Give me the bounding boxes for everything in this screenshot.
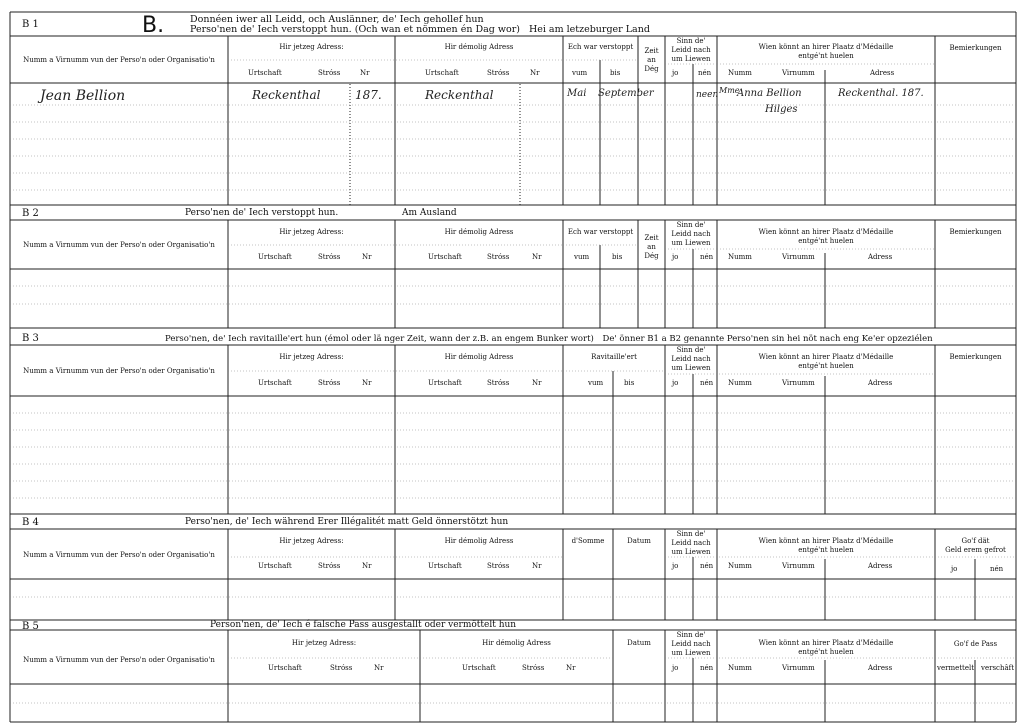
medal-2: entgé'nt huelen — [798, 52, 854, 60]
b4-amount-header: d'Somme — [571, 537, 605, 545]
b5-medal-1: Wien könnt an hirer Plaatz d'Médaille — [758, 639, 894, 647]
form-title-line2 — [190, 24, 650, 35]
b2-zeit-3: Dég — [644, 252, 659, 260]
b2-medal-1: Wien könnt an hirer Plaatz d'Médaille — [758, 228, 894, 236]
b2-alive-3: um Liewen — [671, 239, 711, 247]
medal-1: Wien könnt an hirer Plaatz d'Médaille — [758, 43, 894, 51]
b4-alive-header — [665, 530, 717, 557]
b4-medal-numm: Numm — [728, 562, 752, 570]
current-nr: Nr — [360, 69, 370, 77]
entry-current-town: Reckenthal — [252, 88, 321, 102]
b5-alive-header — [665, 631, 717, 658]
b3-former-addr-header: Hir démolig Adress — [444, 353, 514, 361]
b4-alive-3: um Liewen — [671, 548, 711, 556]
zeit-2: an — [647, 56, 656, 64]
section-b3-note: (émol oder lä nger Zeit, wann der z.B. an engem Bunker wort) — [324, 334, 594, 344]
b3-medal-1: Wien könnt an hirer Plaatz d'Médaille — [758, 353, 894, 361]
b5-medal-virnumm: Virnumm — [782, 664, 815, 672]
form-title-line2-place: Hei am letzeburger Land — [528, 24, 650, 35]
b2-medal-header — [717, 228, 935, 246]
b2-medal-2: entgé'nt huelen — [798, 237, 854, 245]
b4-former-stross: Stróss — [487, 562, 510, 570]
section-b4-title: Perso'nen, de' Iech während Erer Illégalitét matt Geld önnerstötzt hun — [185, 517, 509, 527]
b4-current-nr: Nr — [362, 562, 372, 570]
b2-hid-header: Ech war verstoppt — [567, 228, 634, 236]
section-b3-label: B 3 — [22, 333, 39, 344]
b3-name-col-header: Numm a Virnumm vun der Perso'n oder Organisatio'n — [23, 367, 215, 375]
b3-medal-adress: Adress — [868, 379, 893, 387]
b5-pass-arranged: vermettelt — [937, 664, 975, 672]
b4-name-col-header: Numm a Virnumm vun der Perso'n oder Organisatio'n — [23, 551, 215, 559]
b5-alive-2: Leidd nach — [671, 640, 711, 648]
section-b4-label: B 4 — [22, 517, 39, 528]
section-b5-label: B 5 — [22, 621, 39, 632]
b4-former-addr-header: Hir démolig Adress — [444, 537, 514, 545]
section-b5-title: Person'nen, de' Iech é falsche Pass ausgestallt oder vermöttelt hun — [210, 620, 517, 630]
section-b1-label: B 1 — [22, 19, 39, 30]
b2-current-stross: Stróss — [318, 253, 341, 261]
current-stross: Stróss — [318, 69, 341, 77]
form-title-line2-main: Perso'nen de' Iech verstoppt hun. — [190, 24, 352, 35]
b5-medal-adress: Adress — [868, 664, 893, 672]
b2-zeit-header — [638, 234, 665, 261]
b5-alive-yes: jo — [672, 664, 679, 672]
b4-medal-virnumm: Virnumm — [782, 562, 815, 570]
b3-former-urtschaft: Urtschaft — [428, 379, 462, 387]
former-urtschaft: Urtschaft — [425, 69, 459, 77]
b3-medal-header — [717, 353, 935, 371]
b5-medal-2: entgé'nt huelen — [798, 648, 854, 656]
b5-former-urtschaft: Urtschaft — [462, 664, 496, 672]
b3-rav-to: bis — [624, 379, 635, 387]
b3-medal-numm: Numm — [728, 379, 752, 387]
b4-repaid-2: Geld erem gefrot — [945, 546, 1006, 554]
b3-alive-yes: jo — [672, 379, 679, 387]
b5-name-col-header: Numm a Virnumm vun der Perso'n oder Organisatio'n — [23, 656, 215, 664]
b4-repaid-header — [935, 537, 1016, 555]
entry-name: Jean Bellion — [40, 88, 126, 104]
b3-rav-from: vum — [588, 379, 604, 387]
b2-current-urtschaft: Urtschaft — [258, 253, 292, 261]
entry-former-town: Reckenthal — [425, 88, 494, 102]
b4-current-addr-header: Hir jetzeg Adress: — [279, 537, 344, 545]
b2-zeit-2: an — [647, 243, 656, 251]
b5-former-nr: Nr — [566, 664, 576, 672]
b2-zeit-1: Zeit — [644, 234, 659, 242]
b2-medal-virnumm: Virnumm — [782, 253, 815, 261]
b5-alive-no: nén — [700, 664, 714, 672]
section-b3-title-row — [165, 334, 933, 344]
form-letter: B. — [142, 13, 165, 38]
b5-alive-3: um Liewen — [671, 649, 711, 657]
b3-remarks-header: Bemierkungen — [949, 353, 1002, 361]
b4-current-urtschaft: Urtschaft — [258, 562, 292, 570]
b4-alive-2: Leidd nach — [671, 539, 711, 547]
b5-date-header: Datum — [627, 639, 651, 647]
alive-3: um Liewen — [671, 55, 711, 63]
b4-repaid-yes: jo — [951, 565, 958, 573]
zeit-3: Dég — [644, 65, 659, 73]
alive-no: nén — [698, 69, 712, 77]
b3-former-stross: Stróss — [487, 379, 510, 387]
b4-alive-1: Sinn de' — [676, 530, 706, 538]
b3-rav-header: Ravitaille'ert — [591, 353, 637, 361]
b5-current-addr-header: Hir jetzeg Adress: — [291, 639, 357, 647]
b3-current-nr: Nr — [362, 379, 372, 387]
b2-former-urtschaft: Urtschaft — [428, 253, 462, 261]
section-b2-label: B 2 — [22, 208, 39, 219]
medal-numm: Numm — [728, 69, 752, 77]
b2-alive-2: Leidd nach — [671, 230, 711, 238]
b2-name-col-header: Numm a Virnumm vun der Perso'n oder Organisatio'n — [23, 241, 215, 249]
b3-alive-no: nén — [700, 379, 714, 387]
b4-medal-adress: Adress — [868, 562, 893, 570]
b2-alive-header — [665, 221, 717, 248]
b2-remarks-header: Bemierkungen — [949, 228, 1002, 236]
b5-former-stross: Stróss — [522, 664, 545, 672]
b4-former-urtschaft: Urtschaft — [428, 562, 462, 570]
section-b2-place: Am Ausland — [402, 208, 457, 218]
hid-header: Ech war verstoppt — [567, 43, 634, 51]
b2-alive-1: Sinn de' — [676, 221, 706, 229]
hid-to: bis — [610, 69, 621, 77]
entry-alive-no: neen — [696, 90, 719, 100]
b5-medal-header — [717, 639, 935, 657]
current-addr-header: Hir jetzeg Adress: — [279, 43, 344, 51]
b5-current-nr: Nr — [374, 664, 384, 672]
b2-alive-yes: jo — [672, 253, 679, 261]
b5-pass-header: Go'f de Pass — [953, 640, 998, 648]
b3-current-addr-header: Hir jetzeg Adress: — [279, 353, 344, 361]
b3-former-nr: Nr — [532, 379, 542, 387]
b3-medal-2: entgé'nt huelen — [798, 362, 854, 370]
b3-medal-virnumm: Virnumm — [782, 379, 815, 387]
b2-alive-no: nén — [700, 253, 714, 261]
zeit-1: Zeit — [644, 47, 659, 55]
b5-current-urtschaft: Urtschaft — [268, 664, 302, 672]
b4-former-nr: Nr — [532, 562, 542, 570]
form-title-line1: Donnéen iwer all Leidd, och Auslänner, de' Iech gehollef hun — [190, 14, 484, 25]
b2-hid-from: vum — [574, 253, 590, 261]
alive-2: Leidd nach — [671, 46, 711, 54]
former-addr-header: Hir démolig Adress — [444, 43, 514, 51]
entry-medal-title: Mme — [719, 86, 740, 95]
b4-medal-header — [717, 537, 935, 555]
b5-pass-provided: verschâft — [981, 664, 1015, 672]
b2-former-addr-header: Hir démolig Adress — [444, 228, 514, 236]
b3-alive-2: Leidd nach — [671, 355, 711, 363]
b2-medal-numm: Numm — [728, 253, 752, 261]
entry-medal-address: Reckenthal. 187. — [838, 88, 924, 99]
b2-current-addr-header: Hir jetzeg Adress: — [279, 228, 344, 236]
b3-alive-header — [665, 346, 717, 373]
hid-from: vum — [572, 69, 588, 77]
alive-1: Sinn de' — [676, 37, 706, 45]
current-urtschaft: Urtschaft — [248, 69, 282, 77]
b3-alive-1: Sinn de' — [676, 346, 706, 354]
b3-current-urtschaft: Urtschaft — [258, 379, 292, 387]
alive-header — [665, 37, 717, 64]
alive-yes: jo — [672, 69, 679, 77]
b5-medal-numm: Numm — [728, 664, 752, 672]
zeit-header — [638, 47, 665, 74]
b4-date-header: Datum — [627, 537, 651, 545]
b2-hid-to: bis — [612, 253, 623, 261]
b5-former-addr-header: Hir démolig Adress — [482, 639, 551, 647]
b4-medal-1: Wien könnt an hirer Plaatz d'Médaille — [758, 537, 894, 545]
b4-alive-no: nén — [700, 562, 714, 570]
b2-former-nr: Nr — [532, 253, 542, 261]
section-b3-title: Perso'nen, de' Iech ravitaille'ert hun — [165, 334, 322, 344]
b3-current-stross: Stróss — [318, 379, 341, 387]
medal-adress: Adress — [870, 69, 895, 77]
b5-current-stross: Stróss — [330, 664, 353, 672]
b4-alive-yes: jo — [672, 562, 679, 570]
entry-medal-name2: Hilges — [765, 104, 798, 115]
former-nr: Nr — [530, 69, 540, 77]
b2-current-nr: Nr — [362, 253, 372, 261]
b3-alive-3: um Liewen — [671, 364, 711, 372]
form-title-line2-note: (Och wan et nömmen én Dag wor) — [354, 24, 520, 35]
entry-medal-name: Anna Bellion — [737, 88, 802, 99]
b4-current-stross: Stróss — [318, 562, 341, 570]
medal-virnumm: Virnumm — [782, 69, 815, 77]
medal-header — [717, 43, 935, 61]
b2-former-stross: Stróss — [487, 253, 510, 261]
b4-repaid-1: Go'f dät — [961, 537, 990, 545]
b4-repaid-no: nén — [990, 565, 1004, 573]
b2-medal-adress: Adress — [868, 253, 893, 261]
remarks-header: Bemierkungen — [949, 44, 1002, 52]
former-stross: Stróss — [487, 69, 510, 77]
entry-to: September — [598, 88, 654, 99]
entry-from: Mai — [567, 88, 587, 99]
b4-medal-2: entgé'nt huelen — [798, 546, 854, 554]
name-col-header: Numm a Virnumm vun der Perso'n oder Organisatio'n — [23, 56, 215, 64]
entry-current-nr: 187. — [355, 88, 382, 102]
section-b3-title2: De' önner B1 a B2 genannte Perso'nen sin hei nöt nach eng Ke'er opzeziélen — [602, 334, 933, 344]
b5-alive-1: Sinn de' — [676, 631, 706, 639]
section-b2-title: Perso'nen de' Iech verstoppt hun. — [185, 208, 339, 218]
